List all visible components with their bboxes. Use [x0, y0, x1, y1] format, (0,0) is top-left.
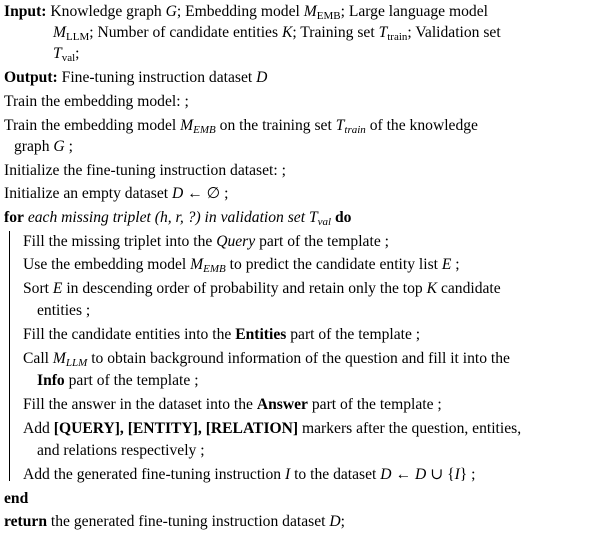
math-subscript: EMB: [203, 263, 226, 275]
step-text: part of the template ;: [64, 372, 199, 389]
output-keyword: Output:: [4, 69, 58, 86]
math-var: M: [190, 256, 204, 273]
markers-term: [QUERY], [ENTITY], [RELATION]: [53, 420, 299, 437]
math-subscript: val: [317, 216, 332, 228]
input-text: ; Training set: [292, 24, 379, 41]
step-text: Add the generated fine-tuning instruction: [23, 466, 285, 483]
math-var: r: [175, 209, 180, 226]
math-subscript: val: [61, 52, 76, 64]
train-comment-line: Train the embedding model: ;: [4, 93, 189, 110]
train-line-2: [14, 138, 73, 156]
return-text: the generated fine-tuning instruction dataset: [47, 513, 330, 530]
math-var: T: [378, 24, 388, 41]
for-line: [4, 209, 351, 227]
math-var: M: [303, 3, 317, 20]
end-keyword: end: [4, 490, 29, 507]
step-text: Call: [23, 350, 53, 367]
body-step-3a: [23, 280, 501, 298]
step-text: ∪ {: [426, 466, 455, 483]
init-line: [4, 185, 228, 203]
input-text: ;: [75, 45, 80, 62]
math-var: D: [172, 185, 184, 202]
step-text: Fill the answer in the dataset into the: [23, 396, 257, 413]
return-keyword: return: [4, 513, 48, 530]
step-text: ;: [64, 138, 73, 155]
step-text: Add: [23, 420, 54, 437]
body-step-1: [23, 233, 389, 251]
input-text: ; Embedding model: [176, 3, 304, 20]
math-subscript: LLM: [65, 357, 88, 369]
step-text: in descending order of probability and retain only the top: [62, 280, 427, 297]
do-keyword: do: [335, 209, 352, 226]
math-var: T: [53, 45, 62, 62]
step-text: part of the template ;: [307, 396, 442, 413]
math-var: I: [285, 466, 291, 483]
answer-term: Answer: [256, 396, 308, 413]
body-step-8: [23, 466, 475, 484]
input-text: Knowledge graph: [50, 3, 166, 20]
step-text: Fill the candidate entities into the: [23, 326, 236, 343]
math-subscript: EMB: [193, 124, 216, 136]
math-subscript: EMB: [316, 10, 341, 22]
math-var: I: [454, 466, 460, 483]
output-line: [4, 69, 267, 87]
return-text: ;: [340, 513, 345, 530]
train-line-1: [4, 117, 478, 135]
loop-condition: , ?) in validation set: [179, 209, 309, 226]
loop-condition: ,: [167, 209, 176, 226]
math-var: M: [180, 117, 194, 134]
loop-body-rule: [9, 231, 10, 481]
math-subscript: LLM: [66, 31, 90, 43]
math-var: K: [426, 280, 438, 297]
input-text: ; Number of candidate entities: [89, 24, 282, 41]
step-text: ;: [451, 256, 460, 273]
math-var: G: [53, 138, 65, 155]
return-line: [4, 513, 345, 531]
body-step-5a: [23, 350, 510, 368]
body-step-7b: and relations respectively ;: [37, 442, 205, 459]
math-var: M: [52, 350, 66, 367]
step-text: Sort: [23, 280, 53, 297]
math-var: D: [256, 69, 268, 86]
step-text: to predict the candidate entity list: [225, 256, 442, 273]
math-var: T: [335, 117, 345, 134]
body-step-2: [23, 256, 460, 274]
step-text: ←: [391, 466, 415, 483]
input-line-3: [53, 45, 79, 63]
loop-condition: each missing triplet (: [27, 209, 160, 226]
step-text: Use the embedding model: [23, 256, 191, 273]
math-var: D: [414, 466, 427, 483]
step-text: part of the template ;: [286, 326, 421, 343]
step-text: Initialize an empty dataset: [4, 185, 172, 202]
math-var: D: [380, 466, 392, 483]
math-subscript: train: [387, 31, 408, 43]
body-step-6: [23, 396, 442, 414]
math-subscript: train: [344, 124, 366, 136]
input-line-2: [53, 24, 501, 42]
math-var: T: [308, 209, 318, 226]
info-term: Info: [37, 372, 65, 389]
math-var: E: [52, 280, 63, 297]
step-text: graph: [14, 138, 54, 155]
body-step-3b: entities ;: [37, 302, 91, 319]
step-text: to obtain background information of the question and fill it into the: [87, 350, 510, 367]
step-text: } ;: [459, 466, 476, 483]
body-step-7a: [23, 420, 521, 438]
step-text: Train the embedding model: [4, 117, 181, 134]
body-step-5b: [37, 372, 199, 390]
math-var: M: [53, 24, 66, 41]
step-text: Fill the missing triplet into the: [23, 233, 217, 250]
math-var: K: [281, 24, 293, 41]
math-var: h: [159, 209, 168, 226]
body-step-4: [23, 326, 420, 344]
step-text: candidate: [437, 280, 501, 297]
input-keyword: Input:: [4, 3, 47, 20]
input-line-1: [4, 3, 488, 21]
step-text: of the knowledge: [365, 117, 478, 134]
entities-term: Entities: [235, 326, 287, 343]
step-text: on the training set: [215, 117, 336, 134]
math-var: E: [441, 256, 452, 273]
query-term: Query: [216, 233, 256, 250]
step-text: markers after the question, entities,: [298, 420, 522, 437]
input-text: ; Validation set: [407, 24, 501, 41]
step-text: ← ∅ ;: [183, 185, 229, 202]
input-text: ; Large language model: [340, 3, 488, 20]
for-keyword: for: [4, 209, 24, 226]
step-text: to the dataset: [290, 466, 381, 483]
step-text: part of the template ;: [255, 233, 389, 250]
init-comment-line: Initialize the fine-tuning instruction dataset: ;: [4, 162, 286, 179]
math-var: G: [165, 3, 177, 20]
output-text: Fine-tuning instruction dataset: [61, 69, 257, 86]
math-var: D: [329, 513, 341, 530]
